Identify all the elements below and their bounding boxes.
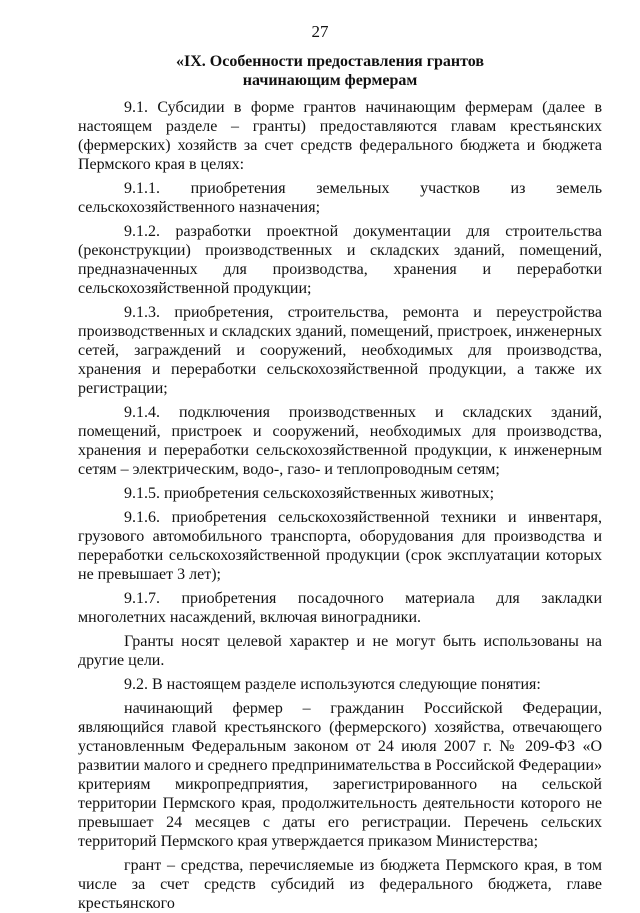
section-heading-line-1: «IX. Особенности предоставления грантов: [176, 53, 484, 70]
paragraph-grants-purpose: Гранты носят целевой характер и не могут быть использованы на другие цели.: [78, 633, 602, 669]
section-heading: [70, 52, 590, 90]
section-heading-line-2: начинающим фермерам: [242, 72, 418, 89]
paragraph-definition-beginning-farmer: начинающий фермер – гражданин Российской Федерации, являющийся главой крестьянского (фермерского) хозяйства, отвечающего установленным Федеральным законом от 24 июля 2007 г. № 209-ФЗ «О развитии малого и среднего предпринимательства в Российской Федерации» критериям микропредприятия, зарегистрированного на сельской территории Пермского края, продолжительность деятельности которого не превышает 24 месяцев с даты его регистрации. Перечень сельских территорий Пермского края утверждается приказом Министерства;: [78, 700, 603, 850]
paragraph-9-2: 9.2. В настоящем разделе используются следующие понятия:: [124, 676, 541, 693]
paragraph-9-1-5: 9.1.5. приобретения сельскохозяйственных животных;: [124, 485, 495, 502]
paragraph-9-1: 9.1. Субсидии в форме грантов начинающим фермерам (далее в настоящем разделе – гранты) предоставляются главам крестьянских (фермерских) хозяйств за счет средств федерального бюджета и бюджета Пермского края в целях:: [78, 99, 602, 173]
paragraph-9-1-4: 9.1.4. подключения производственных и складских зданий, помещений, пристроек и сооружений, необходимых для производства, хранения и переработки сельскохозяйственной продукции, к инженерным сетям – электрическим, водо-, газо- и теплопроводным сетям;: [78, 404, 602, 478]
paragraph-9-1-7: 9.1.7. приобретения посадочного материала для закладки многолетних насаждений, включая виноградники.: [78, 590, 602, 626]
paragraph-9-1-6: 9.1.6. приобретения сельскохозяйственной техники и инвентаря, грузового автомобильного транспорта, оборудования для производства и переработки сельскохозяйственной продукции (срок эксплуатации которых не превышает 3 лет);: [78, 509, 602, 583]
paragraph-9-1-1: 9.1.1. приобретения земельных участков из земель сельскохозяйственного назначения;: [78, 180, 602, 216]
paragraph-9-1-3: 9.1.3. приобретения, строительства, ремонта и переустройства производственных и складских зданий, помещений, пристроек, инженерных сетей, заграждений и сооружений, необходимых для производства, хранения и переработки сельскохозяйственной продукции, а также их регистрации;: [78, 304, 602, 397]
page-number: 27: [311, 22, 329, 41]
document-body: [78, 98, 602, 913]
paragraph-definition-grant: грант – средства, перечисляемые из бюджета Пермского края, в том числе за счет средств субсидий из федерального бюджета, главе крестьянского: [78, 857, 602, 912]
paragraph-9-1-2: 9.1.2. разработки проектной документации для строительства (реконструкции) производственных и складских зданий, помещений, предназначенных для производства, хранения и переработки сельскохозяйственной продукции;: [78, 223, 602, 297]
